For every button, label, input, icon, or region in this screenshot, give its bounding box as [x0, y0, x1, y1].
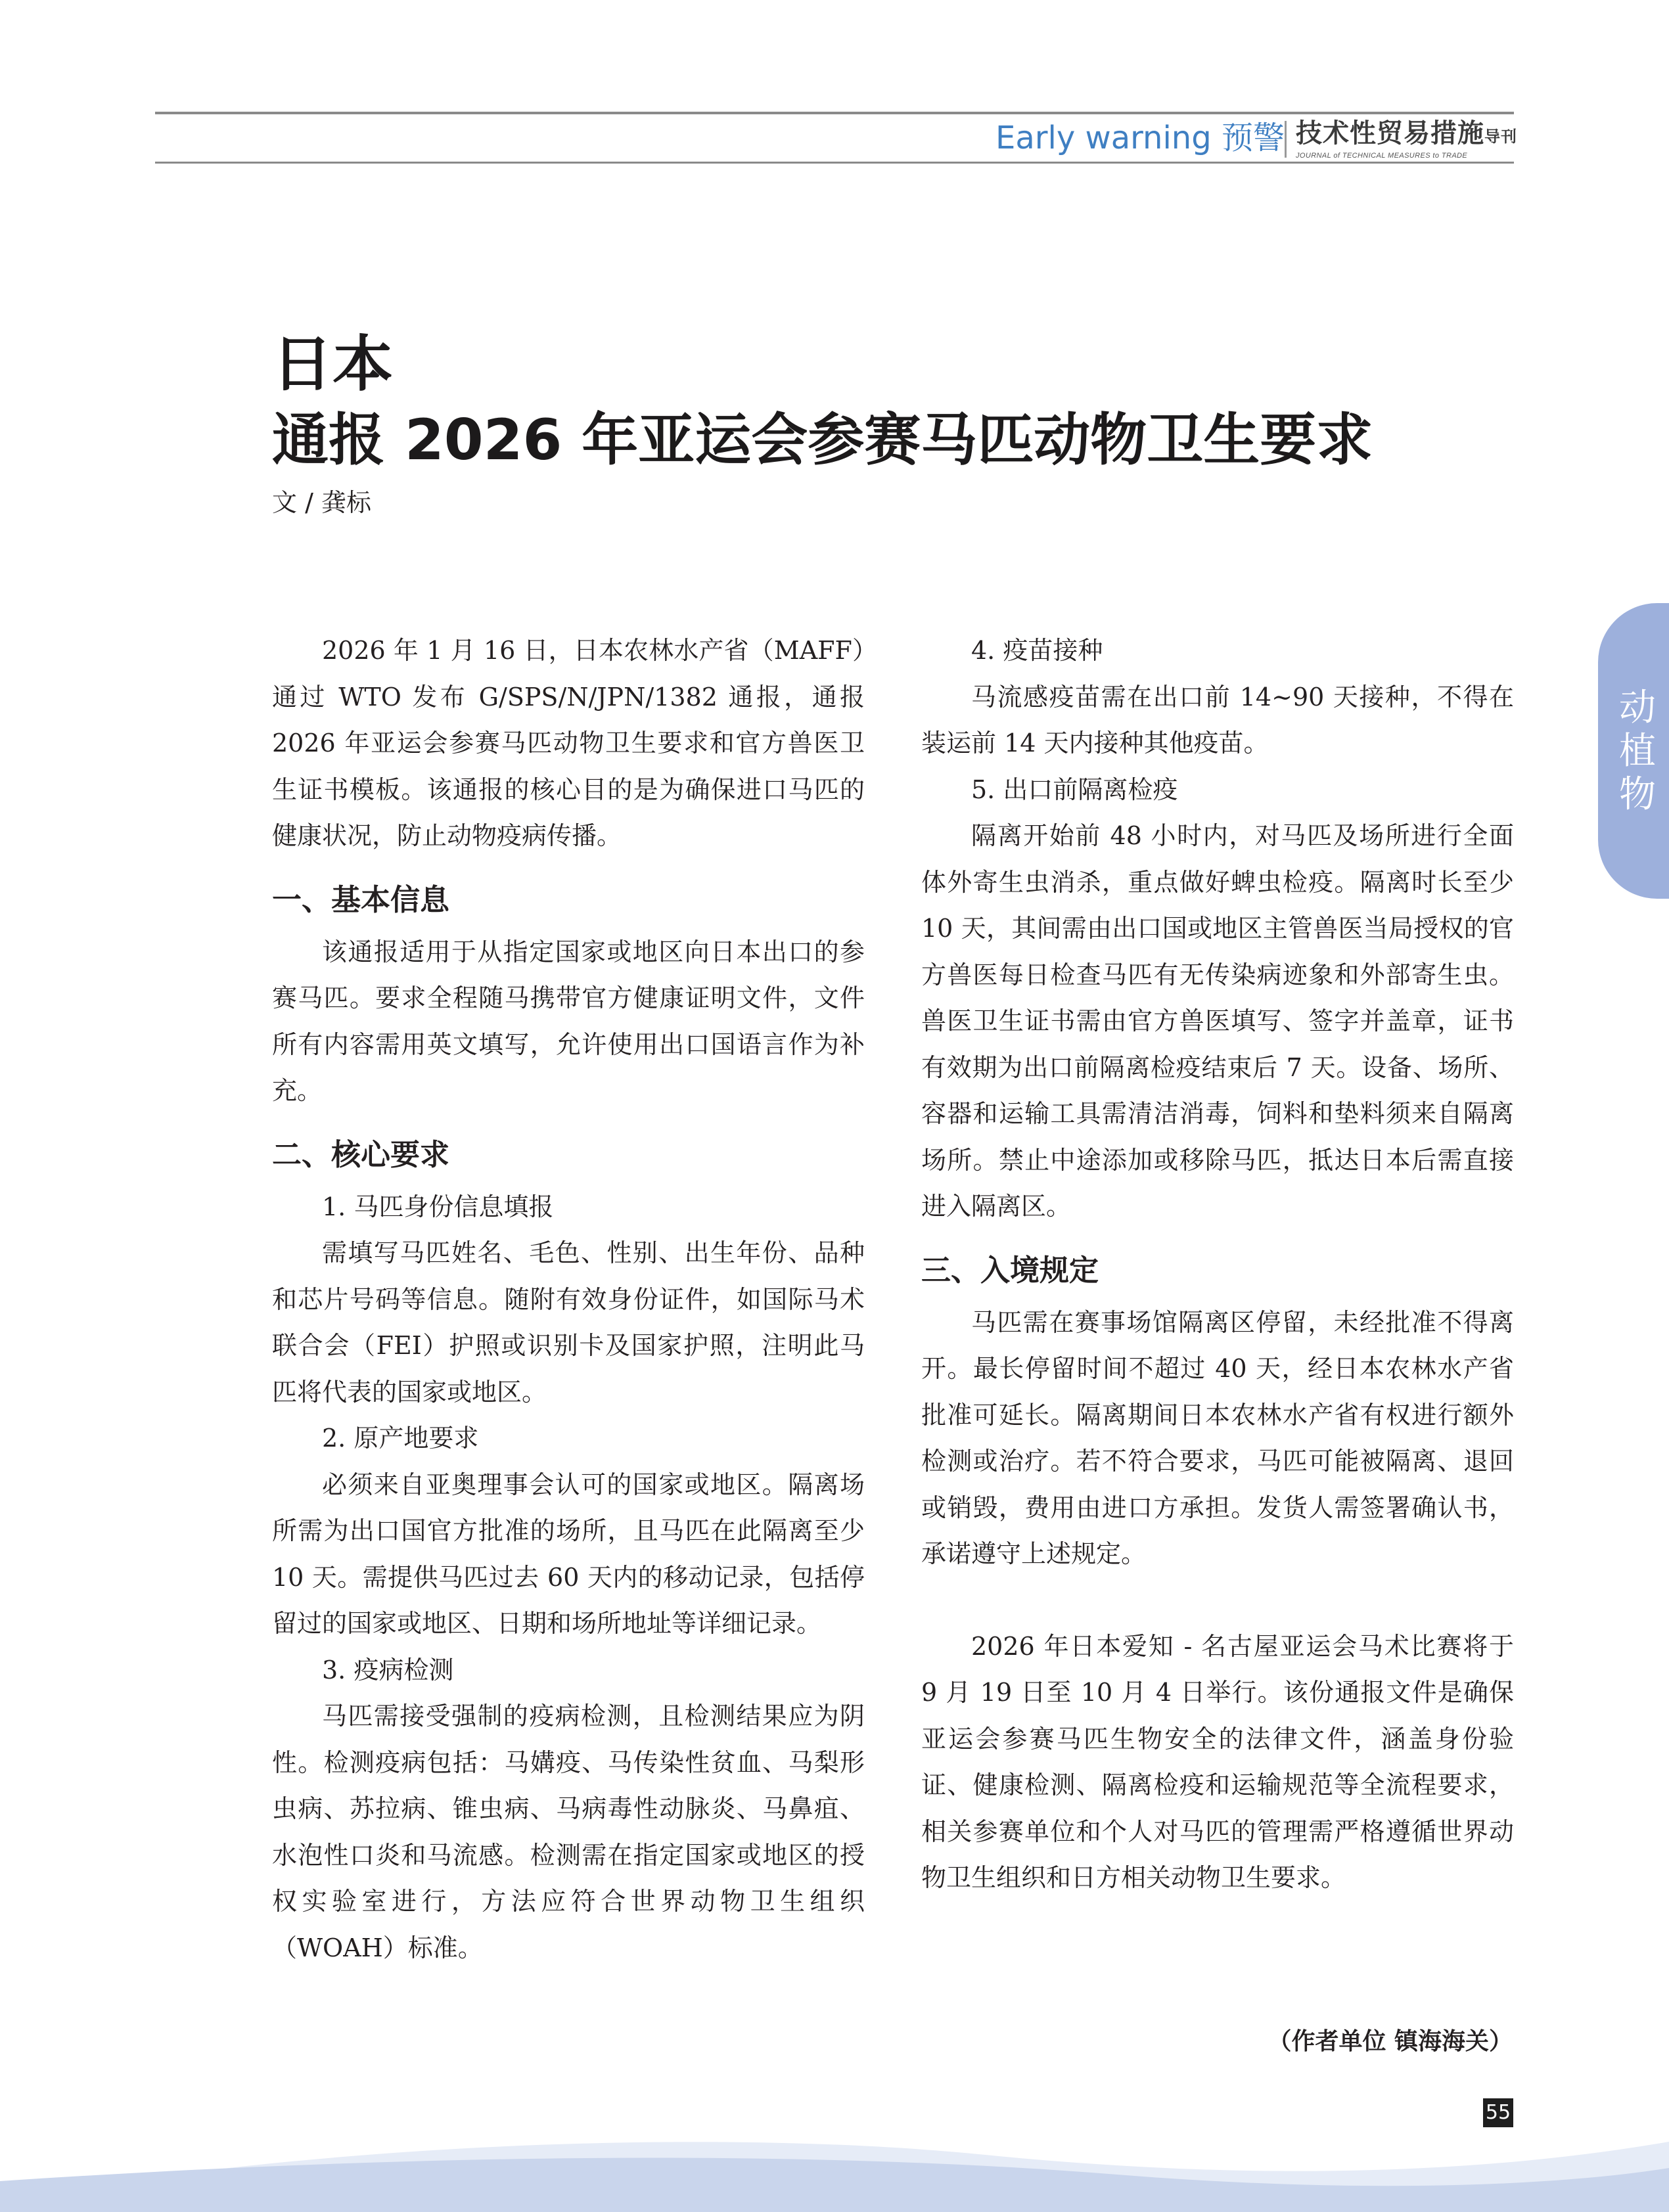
paragraph-gap — [921, 1577, 1514, 1623]
paragraph-quarantine: 隔离开始前 48 小时内，对马匹及场所进行全面体外寄生虫消杀，重点做好蜱虫检疫。隔离时长至少 10 天，其间需由出口国或地区主管兽医当局授权的官方兽医每日检查马匹有无传染病迹象和外部寄生虫。兽医卫生证书需由官方兽医填写、签字并盖章，证书有效期为出口前隔离检疫结束后 7 天。设备、场所、容器和运输工具需清洁消毒，饲料和垫料须来自隔离场所。禁止中途添加或移除马匹，抵达日本后需直接进入隔离区。 — [921, 821, 1514, 1221]
title-country: 日本 — [272, 329, 394, 399]
heading-core-requirements: 二、核心要求 — [272, 1137, 450, 1172]
paragraph-disease-testing: 马匹需接受强制的疫病检测，且检测结果应为阴性。检测疫病包括：马媾疫、马传染性贫血、马梨形虫病、苏拉病、锥虫病、马病毒性动脉炎、马鼻疽、水泡性口炎和马流感。检测需在指定国家或地区的授权实验室进行，方法应符合世界动物卫生组织（WOAH）标准。 — [272, 1702, 865, 1962]
journal-name-cn: 技术性贸易措施导刊 — [1296, 118, 1517, 148]
side-tab-label: 动 植 物 — [1619, 687, 1656, 816]
item-identity: 1. 马匹身份信息填报 — [322, 1192, 554, 1221]
paragraph-origin: 必须来自亚奥理事会认可的国家或地区。隔离场所需为出口国官方批准的场所，且马匹在此隔离至少 10 天。需提供马匹过去 60 天内的移动记录，包括停留过的国家或地区、日期和场所地址等详细记录。 — [272, 1470, 865, 1638]
item-disease-testing: 3. 疫病检测 — [322, 1655, 454, 1684]
header-rule-top — [155, 112, 1514, 114]
heading-basic-info: 一、基本信息 — [272, 882, 450, 917]
paragraph-basic-info: 该通报适用于从指定国家或地区向日本出口的参赛马匹。要求全程随马携带官方健康证明文件，文件所有内容需用英文填写，允许使用出口国语言作为补充。 — [272, 937, 865, 1105]
item-quarantine: 5. 出口前隔离检疫 — [971, 775, 1178, 804]
paragraph-entry-rules: 马匹需在赛事场馆隔离区停留，未经批准不得离开。最长停留时间不超过 40 天，经日本农林水产省批准可延长。隔离期间日本农林水产省有权进行额外检测或治疗。若不符合要求，马匹可能被隔离、退回或销毁，费用由进口方承担。发货人需签署确认书，承诺遵守上述规定。 — [921, 1307, 1514, 1568]
paragraph-identity: 需填写马匹姓名、毛色、性别、出生年份、品种和芯片号码等信息。随附有效身份证件，如国际马术联合会（FEI）护照或识别卡及国家护照，注明此马匹将代表的国家或地区。 — [272, 1238, 865, 1407]
paragraph-conclusion: 2026 年日本爱知 - 名古屋亚运会马术比赛将于 9 月 19 日至 10 月 4 日举行。该份通报文件是确保亚运会参赛马匹生物安全的法律文件，涵盖身份验证、健康检测、隔离检疫和运输规范等全流程要求，相关参赛单位和个人对马匹的管理需严格遵循世界动物卫生组织和日方相关动物卫生要求。 — [921, 1631, 1514, 1892]
heading-entry-rules: 三、入境规定 — [921, 1252, 1099, 1288]
journal-logo — [1296, 118, 1517, 160]
journal-name-en: JOURNAL of TECHNICAL MEASURES to TRADE — [1296, 152, 1468, 160]
byline: 文 / 龚标 — [272, 488, 371, 517]
page-title: 通报 2026 年亚运会参赛马匹动物卫生要求 — [272, 407, 1373, 473]
page-number: 55 — [1483, 2098, 1513, 2127]
header-separator — [1285, 121, 1287, 158]
item-vaccination: 4. 疫苗接种 — [971, 636, 1103, 665]
bottom-wave-decoration — [0, 2102, 1669, 2212]
section-label: Early warning 预警 — [995, 120, 1285, 156]
author-affiliation: （作者单位 镇海海关） — [1268, 2028, 1513, 2055]
right-column — [921, 627, 1514, 1901]
paragraph-vaccination: 马流感疫苗需在出口前 14~90 天接种，不得在装运前 14 天内接种其他疫苗。 — [921, 682, 1514, 757]
intro-paragraph: 2026 年 1 月 16 日，日本农林水产省（MAFF）通过 WTO 发布 G/SPS/N/JPN/1382 通报，通报 2026 年亚运会参赛马匹动物卫生要求和官方兽医卫生证书模板。该通报的核心目的是为确保进口马匹的健康状况，防止动物疫病传播。 — [272, 636, 865, 850]
left-column — [272, 627, 865, 1971]
header-rule-bottom — [155, 162, 1514, 164]
item-origin: 2. 原产地要求 — [322, 1424, 479, 1453]
